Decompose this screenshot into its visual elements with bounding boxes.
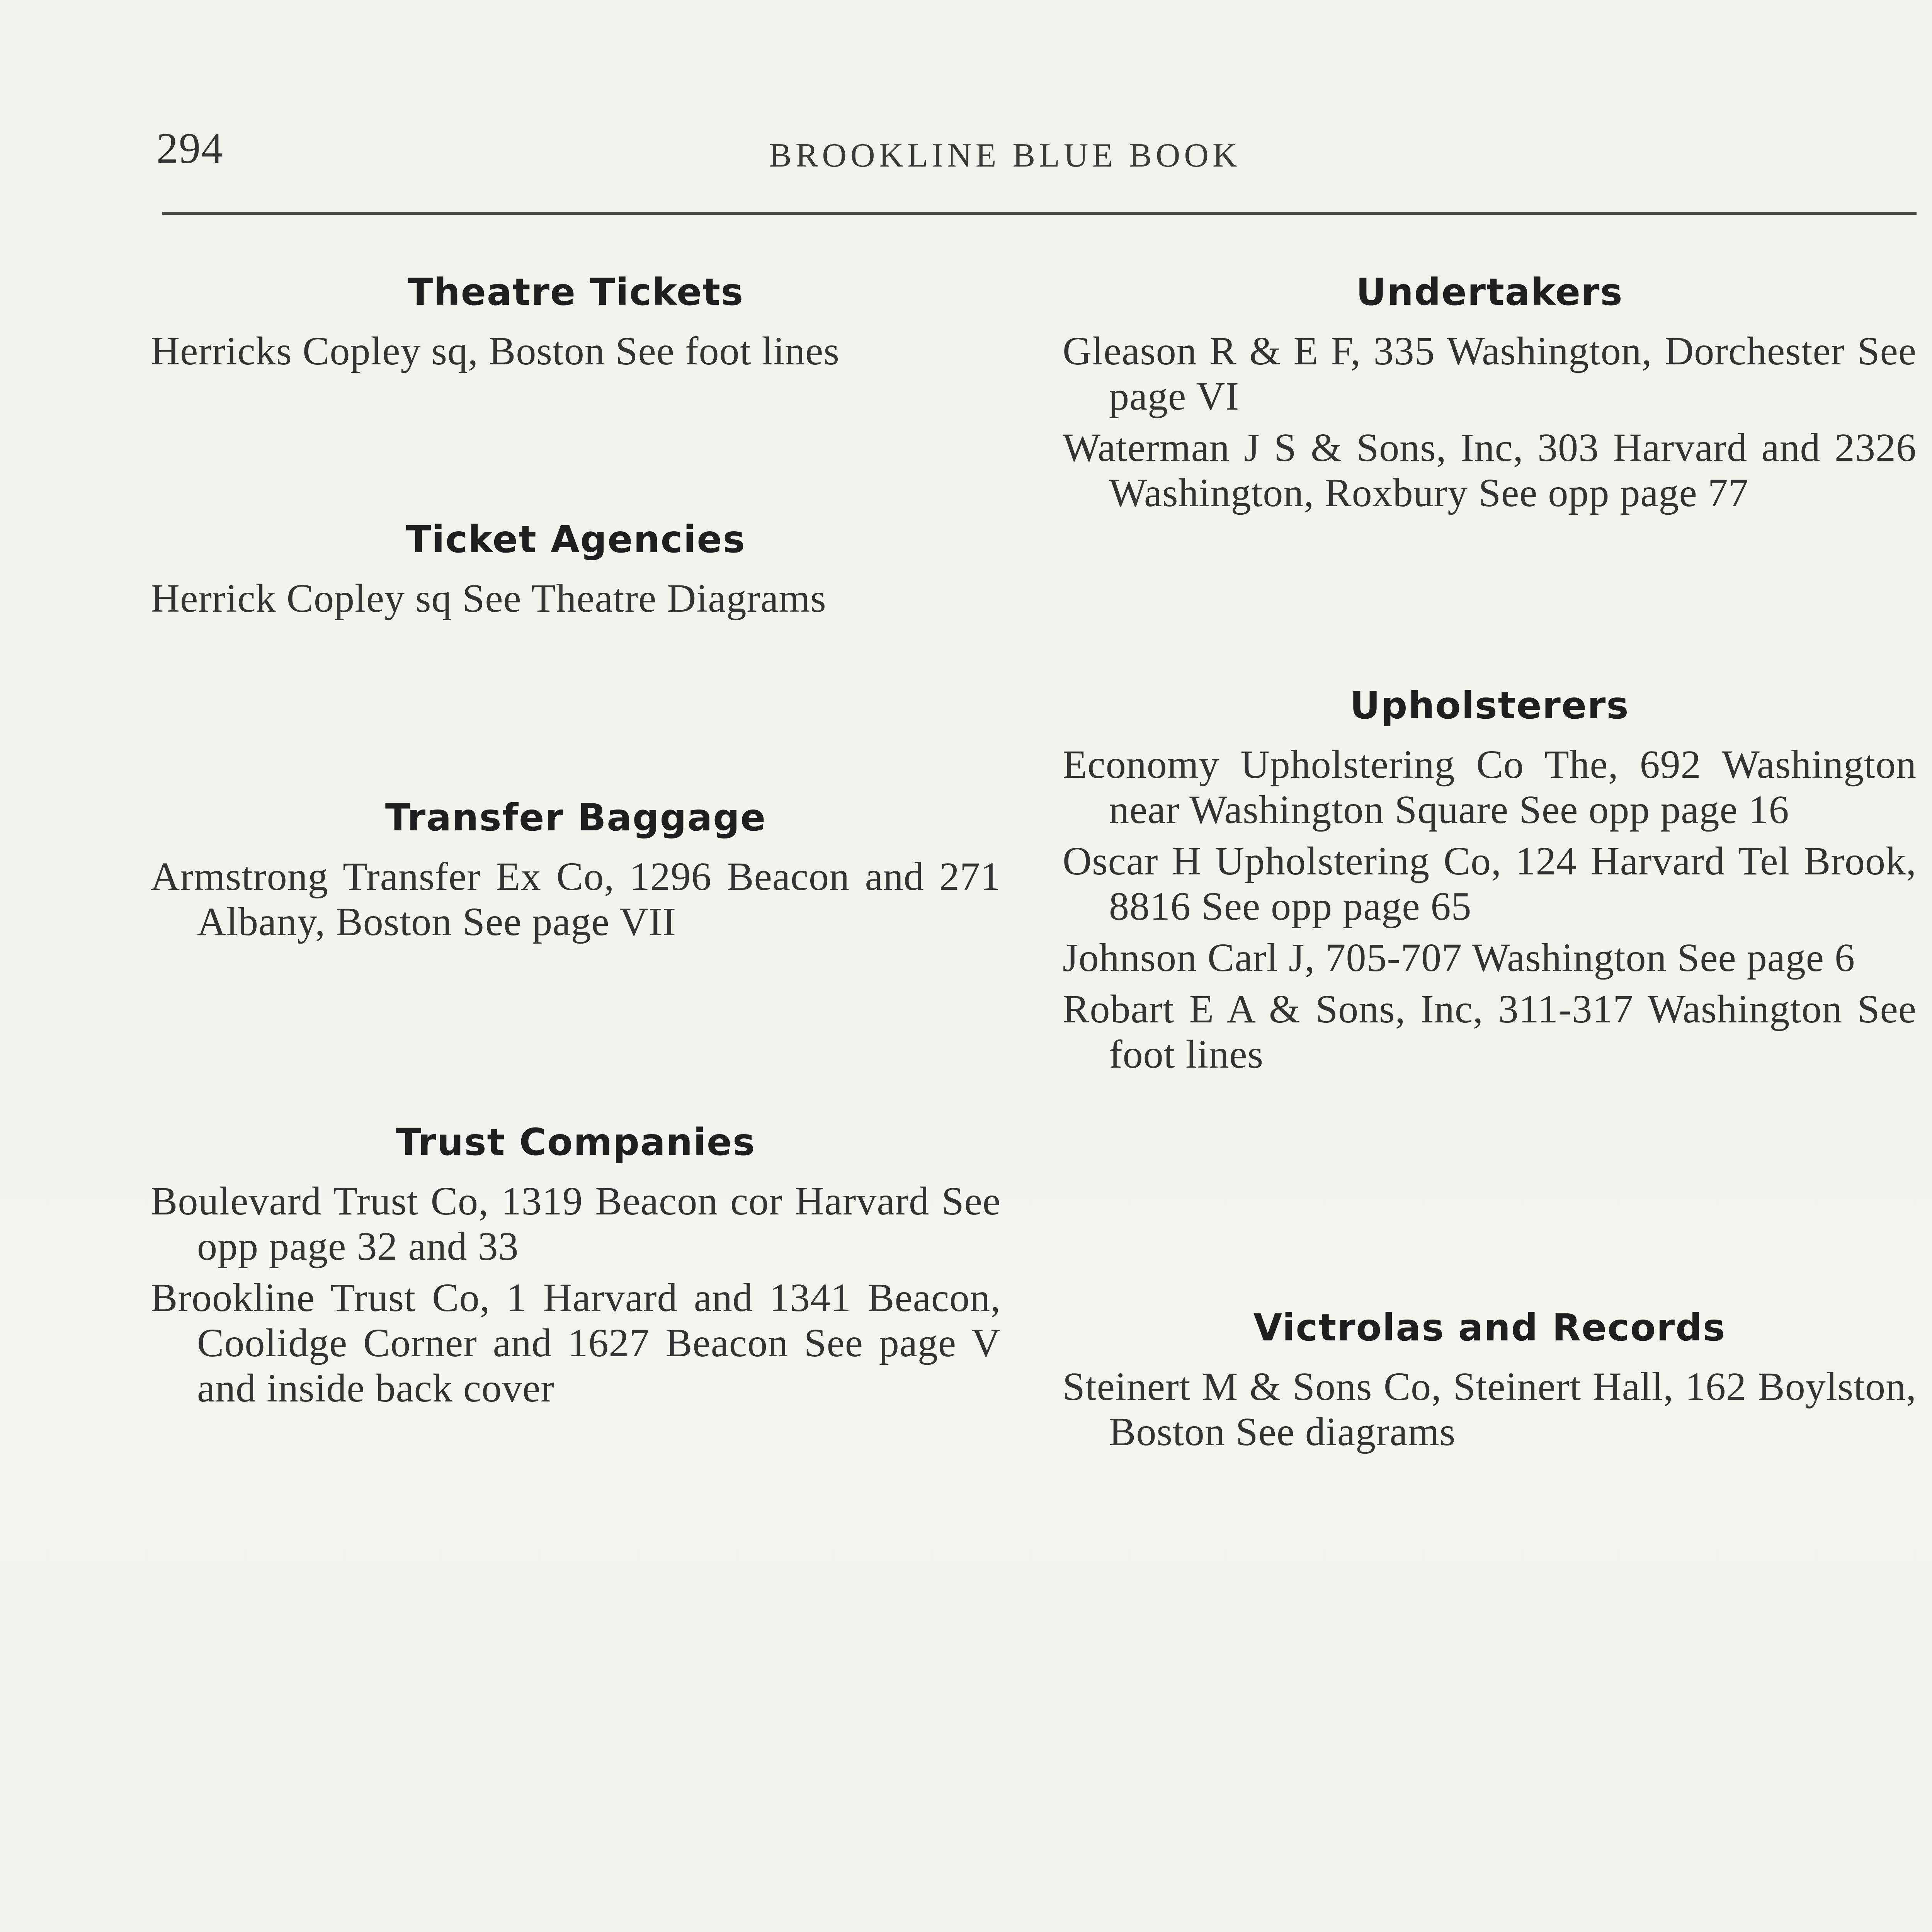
section-heading: Theatre Tickets <box>407 270 744 314</box>
listing-entry: Boulevard Trust Co, 1319 Beacon cor Harvard See opp page 32 and 33 <box>151 1179 1001 1269</box>
section-upholsterers <box>1063 684 1917 1083</box>
listing-entry: Waterman J S & Sons, Inc, 303 Harvard and 2326 Washington, Roxbury See opp page 77 <box>1063 425 1917 515</box>
section-undertakers <box>1063 270 1917 522</box>
section-victrolas-and-records <box>1063 1306 1917 1461</box>
section-ticket-agencies <box>151 518 1001 627</box>
section-trust-companies <box>151 1121 1001 1417</box>
running-head: BROOKLINE BLUE BOOK <box>769 137 1241 174</box>
section-heading: Upholsterers <box>1350 684 1629 727</box>
section-heading: Trust Companies <box>396 1121 756 1164</box>
header-rule <box>162 212 1917 215</box>
section-heading: Transfer Baggage <box>385 796 767 839</box>
listing-entry: Robart E A & Sons, Inc, 311-317 Washington See foot lines <box>1063 987 1917 1077</box>
listing-entry: Economy Upholstering Co The, 692 Washington near Washington Square See opp page 16 <box>1063 742 1917 832</box>
section-theatre-tickets <box>151 270 1001 380</box>
listing-entry: Steinert M & Sons Co, Steinert Hall, 162 Boylston, Boston See diagrams <box>1063 1364 1917 1454</box>
listing-entry: Oscar H Upholstering Co, 124 Harvard Tel Brook, 8816 See opp page 65 <box>1063 839 1917 929</box>
listing-entry: Herrick Copley sq See Theatre Diagrams <box>151 576 827 621</box>
section-heading: Victrolas and Records <box>1253 1306 1726 1349</box>
section-heading: Undertakers <box>1356 270 1623 314</box>
listing-entry: Armstrong Transfer Ex Co, 1296 Beacon and 271 Albany, Boston See page VII <box>151 854 1001 944</box>
page-number: 294 <box>156 124 224 172</box>
section-heading: Ticket Agencies <box>406 518 746 561</box>
section-transfer-baggage <box>151 796 1001 951</box>
listing-entry: Brookline Trust Co, 1 Harvard and 1341 Beacon, Coolidge Corner and 1627 Beacon See page V and inside back cover <box>151 1276 1001 1410</box>
listing-entry: Johnson Carl J, 705-707 Washington See page 6 <box>1063 935 1855 980</box>
listing-entry: Gleason R & E F, 335 Washington, Dorchester See page VI <box>1063 329 1917 418</box>
listing-entry: Herricks Copley sq, Boston See foot lines <box>151 329 840 373</box>
